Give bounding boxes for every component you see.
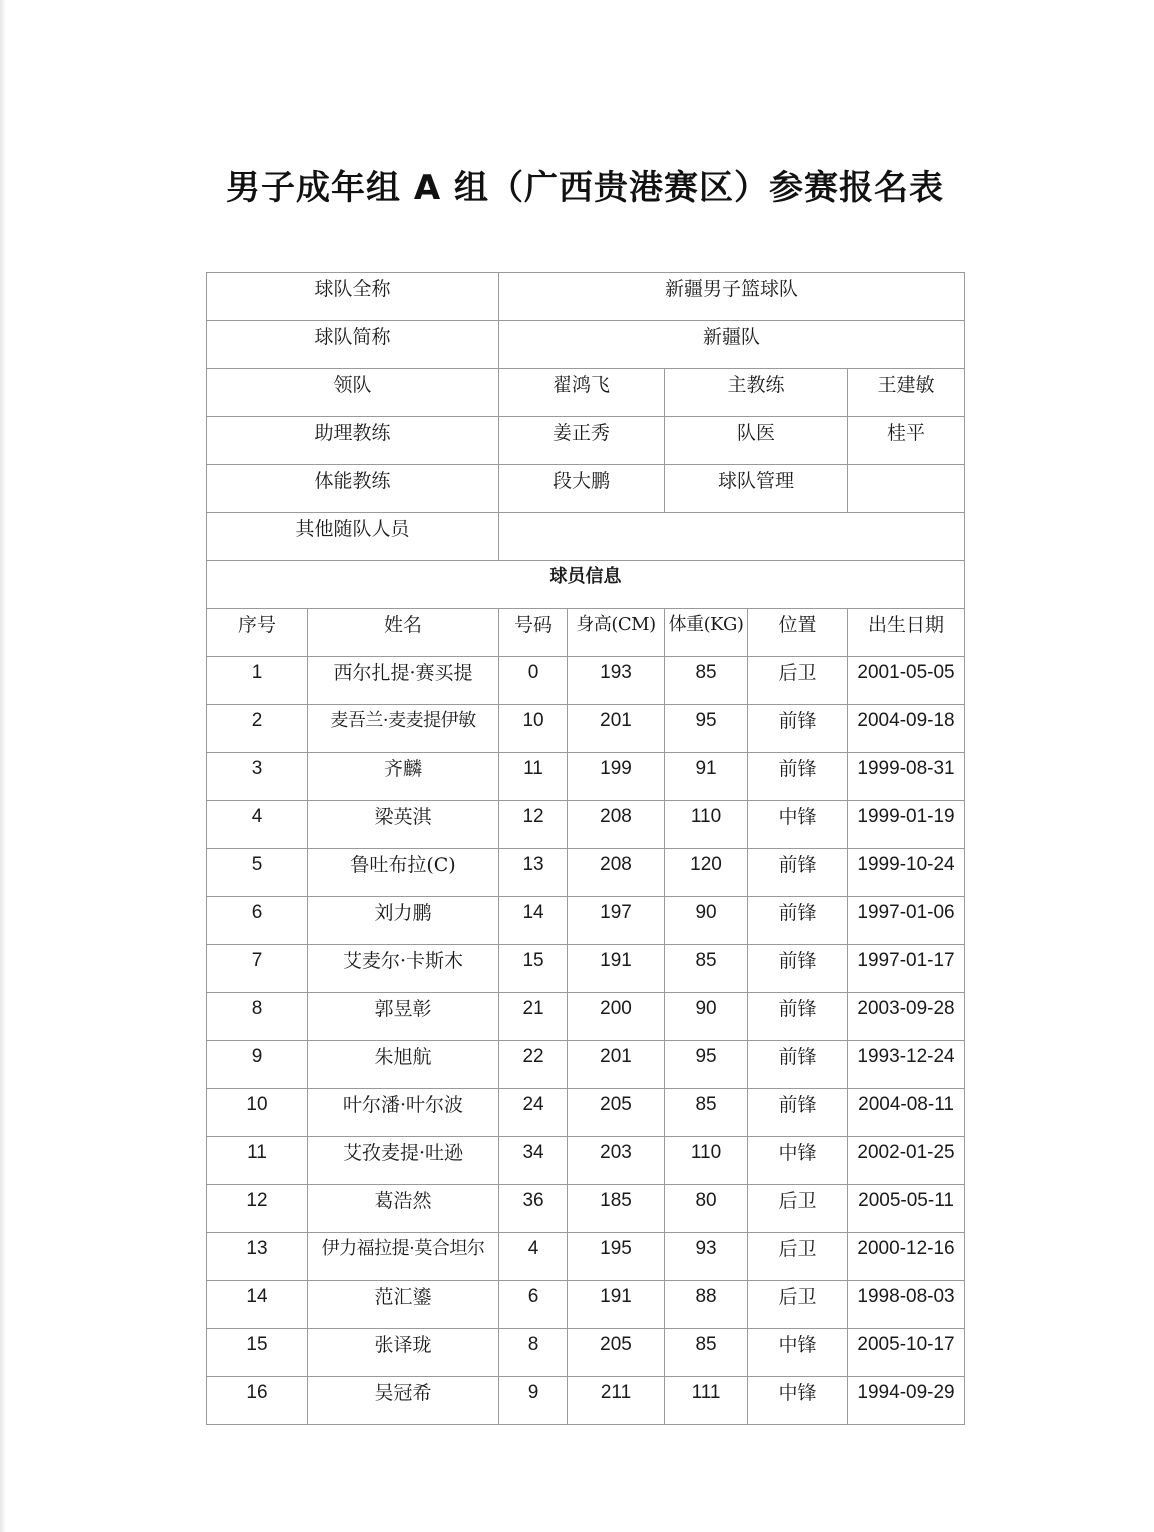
player-index: 10 (207, 1089, 308, 1137)
player-name: 张译珑 (308, 1329, 499, 1377)
player-weight: 85 (665, 945, 748, 993)
player-index: 2 (207, 705, 308, 753)
header-number: 号码 (499, 609, 568, 657)
player-weight: 85 (665, 1089, 748, 1137)
player-row (207, 993, 965, 1041)
team-full-name-value: 新疆男子篮球队 (499, 273, 965, 321)
player-index: 14 (207, 1281, 308, 1329)
player-birth-date: 2004-09-18 (848, 705, 965, 753)
player-number: 15 (499, 945, 568, 993)
player-birth-date: 1999-01-19 (848, 801, 965, 849)
player-weight: 120 (665, 849, 748, 897)
player-birth-date: 2000-12-16 (848, 1233, 965, 1281)
form-body (207, 273, 965, 1425)
player-height: 200 (568, 993, 665, 1041)
header-height: 身高(CM) (568, 609, 665, 657)
player-index: 16 (207, 1377, 308, 1425)
player-name: 西尔扎提·赛买提 (308, 657, 499, 705)
player-birth-date: 2003-09-28 (848, 993, 965, 1041)
player-weight: 110 (665, 801, 748, 849)
player-weight: 95 (665, 1041, 748, 1089)
player-position: 前锋 (748, 945, 848, 993)
team-manager-label: 球队管理 (665, 465, 848, 513)
player-position: 前锋 (748, 993, 848, 1041)
player-name: 鲁吐布拉(C) (308, 849, 499, 897)
player-height: 208 (568, 849, 665, 897)
fitness-coach-label: 体能教练 (207, 465, 499, 513)
row-other-staff (207, 513, 965, 561)
player-number: 22 (499, 1041, 568, 1089)
doctor-value: 桂平 (848, 417, 965, 465)
team-short-name-label: 球队简称 (207, 321, 499, 369)
player-number: 6 (499, 1281, 568, 1329)
player-name: 郭昱彰 (308, 993, 499, 1041)
player-name: 麦吾兰·麦麦提伊敏 (308, 705, 499, 753)
page-edge-shadow (0, 0, 6, 1532)
assistant-coach-value: 姜正秀 (499, 417, 665, 465)
head-coach-value: 王建敏 (848, 369, 965, 417)
player-row (207, 945, 965, 993)
player-row (207, 657, 965, 705)
player-row (207, 849, 965, 897)
player-index: 3 (207, 753, 308, 801)
player-birth-date: 1998-08-03 (848, 1281, 965, 1329)
player-row (207, 1089, 965, 1137)
player-position: 后卫 (748, 1185, 848, 1233)
player-birth-date: 2004-08-11 (848, 1089, 965, 1137)
document-title: 男子成年组 A 组（广西贵港赛区）参赛报名表 (226, 168, 944, 208)
player-name: 朱旭航 (308, 1041, 499, 1089)
assistant-coach-label: 助理教练 (207, 417, 499, 465)
player-weight: 85 (665, 1329, 748, 1377)
player-number: 10 (499, 705, 568, 753)
other-staff-label: 其他随队人员 (207, 513, 499, 561)
player-weight: 110 (665, 1137, 748, 1185)
player-height: 211 (568, 1377, 665, 1425)
player-number: 36 (499, 1185, 568, 1233)
player-height: 205 (568, 1329, 665, 1377)
head-coach-label: 主教练 (665, 369, 848, 417)
player-index: 5 (207, 849, 308, 897)
team-short-name-value: 新疆队 (499, 321, 965, 369)
header-index: 序号 (207, 609, 308, 657)
player-number: 8 (499, 1329, 568, 1377)
player-index: 11 (207, 1137, 308, 1185)
player-height: 205 (568, 1089, 665, 1137)
leader-value: 翟鸿飞 (499, 369, 665, 417)
player-birth-date: 1993-12-24 (848, 1041, 965, 1089)
player-index: 1 (207, 657, 308, 705)
team-full-name-label: 球队全称 (207, 273, 499, 321)
row-fitness-manager (207, 465, 965, 513)
player-height: 199 (568, 753, 665, 801)
player-index: 13 (207, 1233, 308, 1281)
player-position: 前锋 (748, 1089, 848, 1137)
player-number: 34 (499, 1137, 568, 1185)
player-birth-date: 1999-10-24 (848, 849, 965, 897)
player-name: 范汇鎏 (308, 1281, 499, 1329)
player-weight: 91 (665, 753, 748, 801)
player-height: 195 (568, 1233, 665, 1281)
doctor-label: 队医 (665, 417, 848, 465)
player-birth-date: 2005-05-11 (848, 1185, 965, 1233)
player-position: 前锋 (748, 753, 848, 801)
player-height: 197 (568, 897, 665, 945)
player-position: 中锋 (748, 801, 848, 849)
player-birth-date: 1994-09-29 (848, 1377, 965, 1425)
player-row (207, 897, 965, 945)
player-position: 前锋 (748, 705, 848, 753)
player-header-row (207, 609, 965, 657)
registration-form-table (206, 272, 965, 1425)
player-height: 191 (568, 945, 665, 993)
player-number: 4 (499, 1233, 568, 1281)
player-name: 葛浩然 (308, 1185, 499, 1233)
player-weight: 85 (665, 657, 748, 705)
fitness-coach-value: 段大鹏 (499, 465, 665, 513)
player-weight: 80 (665, 1185, 748, 1233)
player-position: 前锋 (748, 849, 848, 897)
player-height: 191 (568, 1281, 665, 1329)
team-manager-value (848, 465, 965, 513)
player-index: 15 (207, 1329, 308, 1377)
player-position: 后卫 (748, 1233, 848, 1281)
player-name: 梁英淇 (308, 801, 499, 849)
player-number: 12 (499, 801, 568, 849)
players-section-heading: 球员信息 (207, 561, 965, 609)
player-row (207, 753, 965, 801)
player-row (207, 1185, 965, 1233)
player-index: 7 (207, 945, 308, 993)
player-height: 208 (568, 801, 665, 849)
row-team-short-name (207, 321, 965, 369)
player-weight: 93 (665, 1233, 748, 1281)
player-position: 中锋 (748, 1377, 848, 1425)
player-index: 9 (207, 1041, 308, 1089)
player-height: 201 (568, 705, 665, 753)
player-birth-date: 2002-01-25 (848, 1137, 965, 1185)
player-number: 14 (499, 897, 568, 945)
player-row (207, 1137, 965, 1185)
player-name: 刘力鹏 (308, 897, 499, 945)
player-name: 齐麟 (308, 753, 499, 801)
player-position: 前锋 (748, 897, 848, 945)
player-number: 0 (499, 657, 568, 705)
player-row (207, 1233, 965, 1281)
player-name: 艾孜麦提·吐逊 (308, 1137, 499, 1185)
leader-label: 领队 (207, 369, 499, 417)
player-height: 201 (568, 1041, 665, 1089)
player-height: 193 (568, 657, 665, 705)
player-weight: 90 (665, 993, 748, 1041)
player-name: 伊力福拉提·莫合坦尔 (308, 1233, 499, 1281)
player-birth-date: 2001-05-05 (848, 657, 965, 705)
row-players-section (207, 561, 965, 609)
player-position: 后卫 (748, 1281, 848, 1329)
player-row (207, 1377, 965, 1425)
player-position: 后卫 (748, 657, 848, 705)
player-number: 13 (499, 849, 568, 897)
player-number: 11 (499, 753, 568, 801)
header-weight: 体重(KG) (665, 609, 748, 657)
player-row (207, 1329, 965, 1377)
player-birth-date: 1997-01-17 (848, 945, 965, 993)
player-row (207, 1041, 965, 1089)
player-index: 8 (207, 993, 308, 1041)
player-number: 21 (499, 993, 568, 1041)
row-assistant-doctor (207, 417, 965, 465)
row-team-full-name (207, 273, 965, 321)
player-height: 185 (568, 1185, 665, 1233)
other-staff-value (499, 513, 965, 561)
player-row (207, 801, 965, 849)
player-index: 12 (207, 1185, 308, 1233)
player-index: 6 (207, 897, 308, 945)
player-name: 吴冠希 (308, 1377, 499, 1425)
player-birth-date: 2005-10-17 (848, 1329, 965, 1377)
player-weight: 95 (665, 705, 748, 753)
player-weight: 88 (665, 1281, 748, 1329)
player-birth-date: 1999-08-31 (848, 753, 965, 801)
player-height: 203 (568, 1137, 665, 1185)
player-birth-date: 1997-01-06 (848, 897, 965, 945)
header-birth: 出生日期 (848, 609, 965, 657)
header-name: 姓名 (308, 609, 499, 657)
player-name: 艾麦尔·卡斯木 (308, 945, 499, 993)
player-weight: 111 (665, 1377, 748, 1425)
row-leader-coach (207, 369, 965, 417)
player-name: 叶尔潘·叶尔波 (308, 1089, 499, 1137)
player-row (207, 1281, 965, 1329)
player-weight: 90 (665, 897, 748, 945)
player-number: 9 (499, 1377, 568, 1425)
player-index: 4 (207, 801, 308, 849)
header-position: 位置 (748, 609, 848, 657)
player-position: 中锋 (748, 1329, 848, 1377)
player-row (207, 705, 965, 753)
player-number: 24 (499, 1089, 568, 1137)
player-position: 中锋 (748, 1137, 848, 1185)
player-position: 前锋 (748, 1041, 848, 1089)
